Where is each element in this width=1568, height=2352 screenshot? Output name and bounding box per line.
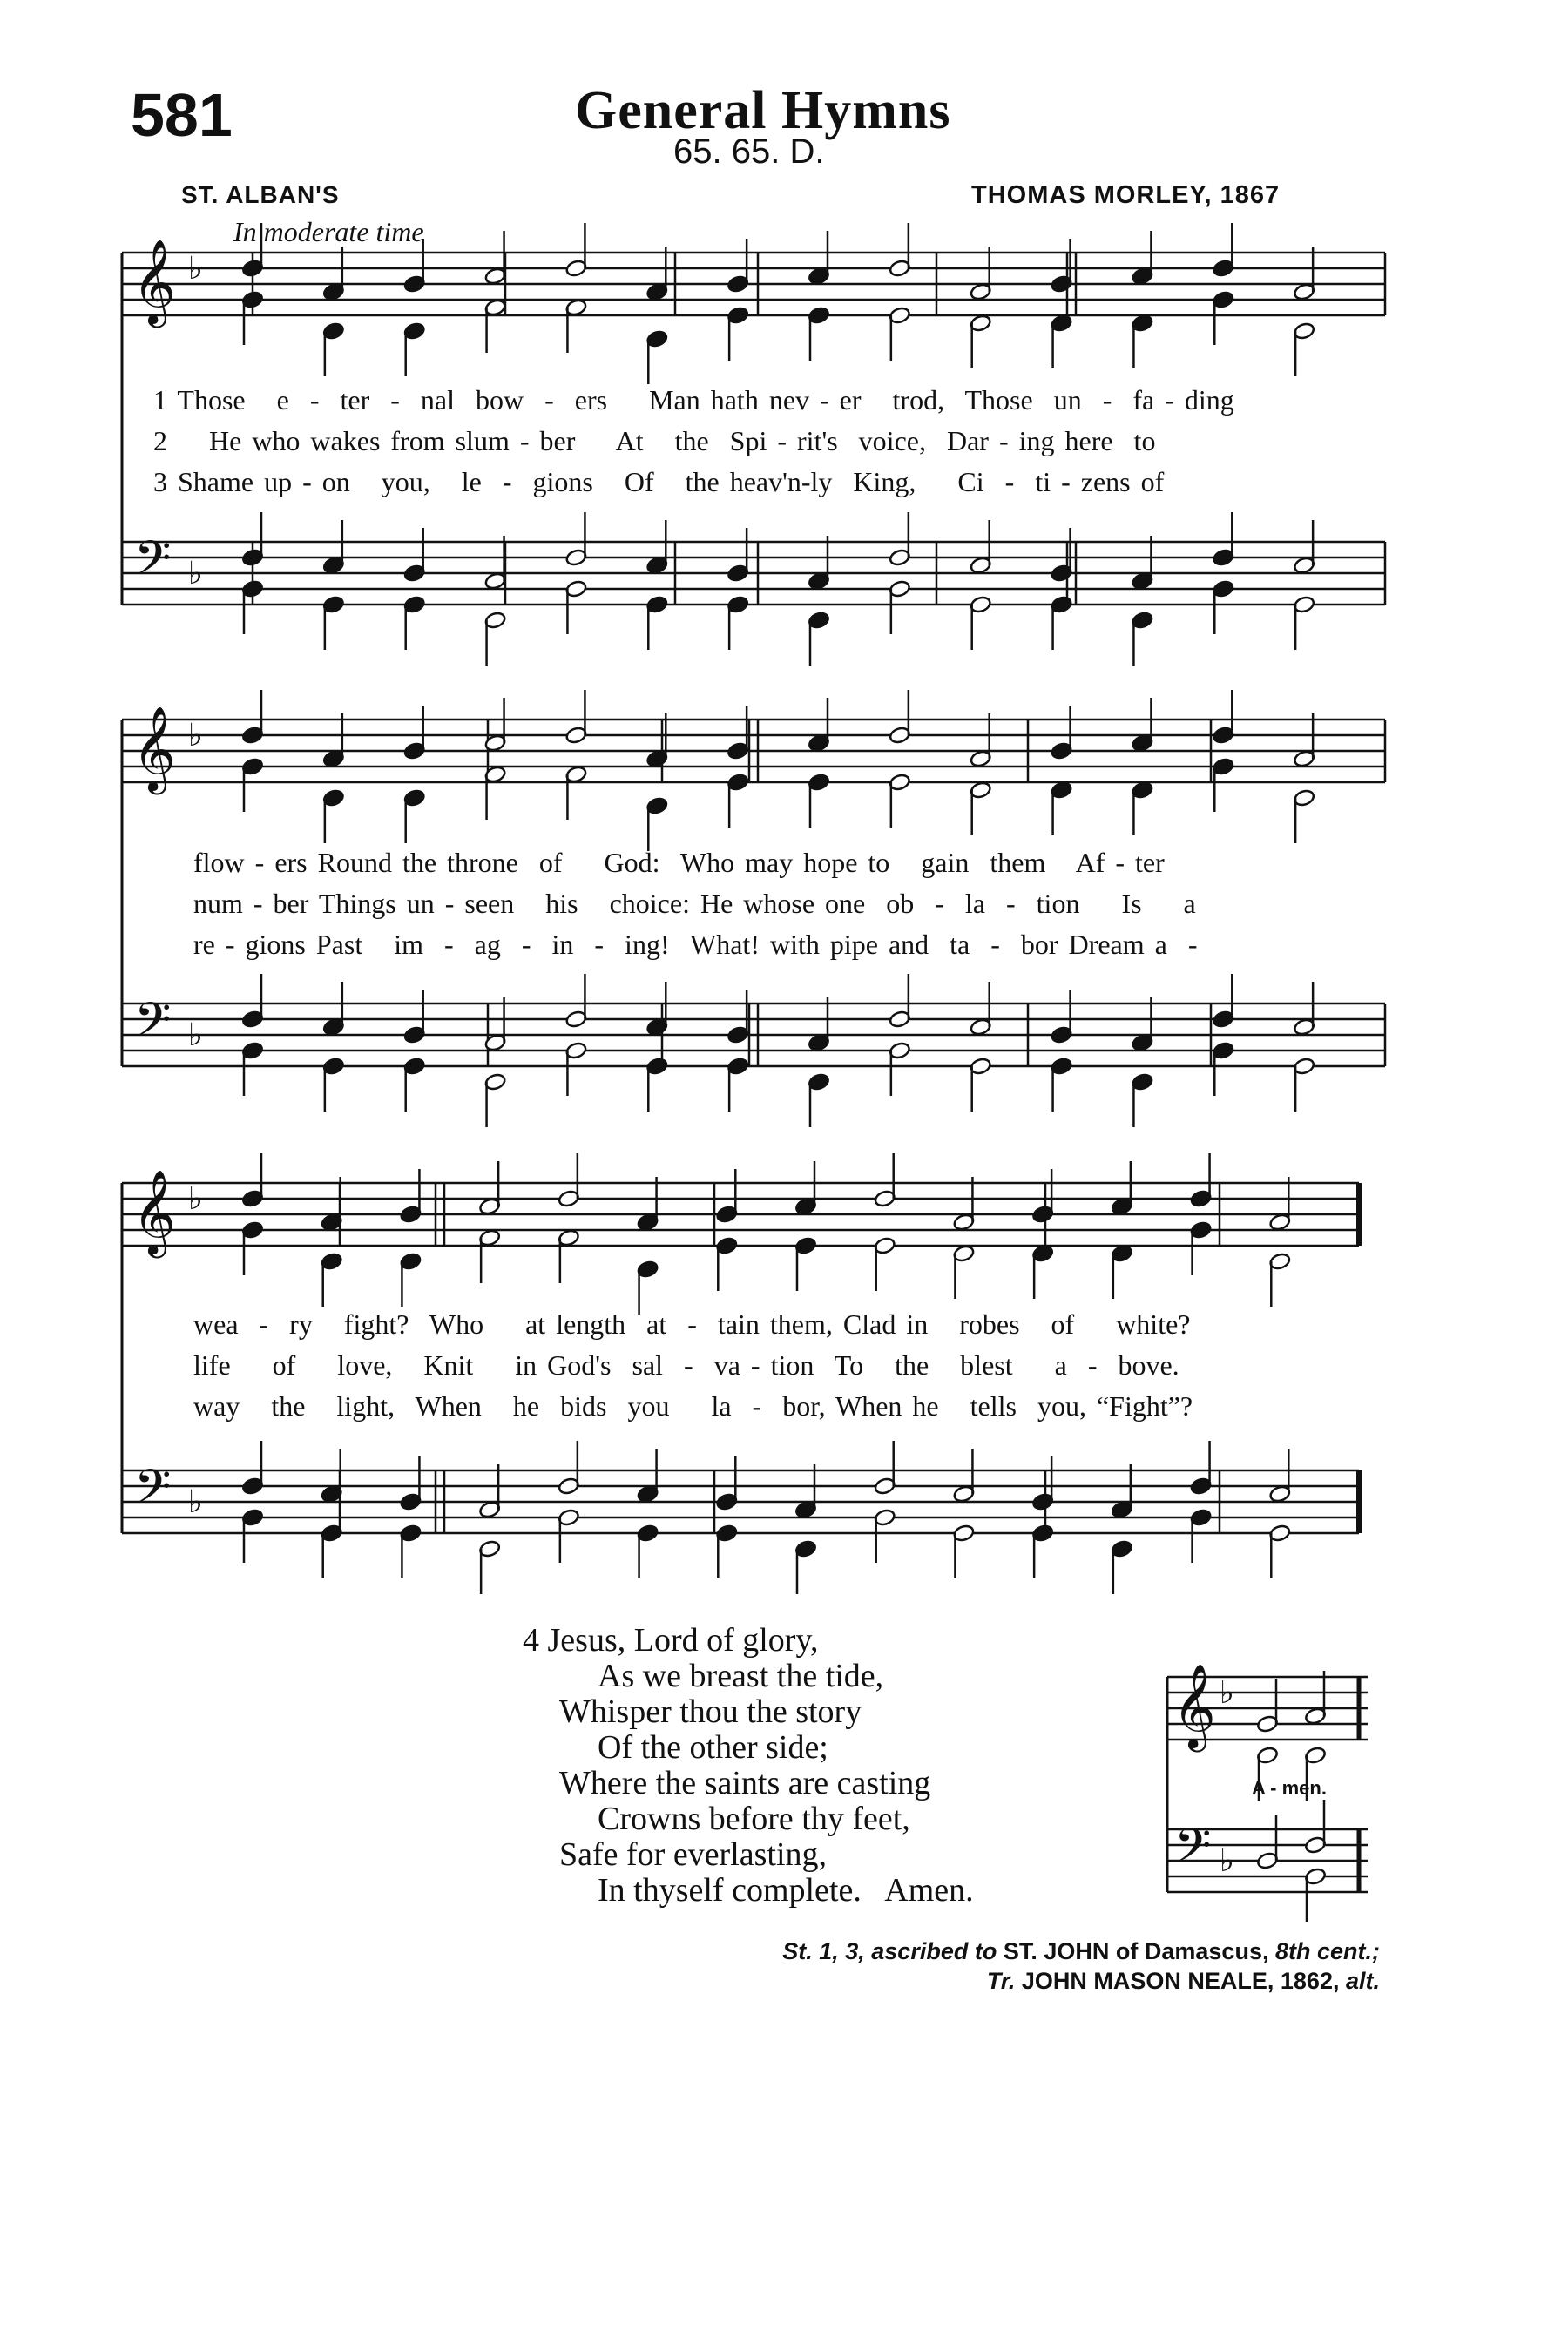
tune-name: ST. ALBAN'S (181, 181, 340, 208)
flat-icon: ♭ (188, 556, 203, 591)
attribution-part: of Damascus, (1115, 1938, 1269, 1964)
flat-icon: ♭ (188, 718, 203, 754)
meter: 65. 65. D. (673, 132, 825, 171)
composer: THOMAS MORLEY, 1867 (971, 181, 1281, 209)
verse-line: Where the saints are casting (559, 1765, 931, 1801)
verse-line: Safe for everlasting, (559, 1836, 828, 1873)
flat-icon: ♭ (188, 251, 203, 287)
flat-icon: ♭ (188, 1181, 203, 1217)
verse-line: Of the other side; (598, 1729, 828, 1766)
lyric-line: life of love, Knit in God's sal - va - tion To the blest a - bove. (193, 1349, 1179, 1381)
attribution-part: alt. (1345, 1968, 1380, 1994)
hymn-number: 581 (131, 81, 233, 149)
tempo-marking: In moderate time (233, 216, 424, 247)
bass-clef-icon: 𝄢 (134, 1459, 172, 1526)
bass-clef-icon: 𝄢 (1174, 1818, 1212, 1885)
attribution-part: St. 1, 3, ascribed to (782, 1938, 997, 1964)
flat-icon: ♭ (188, 1484, 203, 1520)
verse-4 (523, 1623, 974, 1909)
treble-clef-icon: 𝄞 (132, 1169, 176, 1254)
lyric-line: re - gions Past im - ag - in - ing! What! with pipe and ta - bor Dream a - (193, 929, 1198, 960)
section-title: General Hymns (575, 81, 951, 140)
amen-label: A - men. (1252, 1777, 1327, 1799)
attribution-translator: JOHN MASON NEALE, 1862, (1021, 1968, 1340, 1994)
attribution-part: 8th cent.; (1274, 1938, 1380, 1964)
verse-line: 4 Jesus, Lord of glory, (523, 1622, 819, 1659)
lyric-line: 1 Those e - ter - nal bow - ers Man hath nev - er trod, Those un - fa - ding (153, 384, 1234, 416)
verse-line: Crowns before thy feet, (598, 1801, 910, 1837)
attribution-part: Tr. (986, 1968, 1016, 1994)
bass-clef-icon: 𝄢 (134, 992, 172, 1059)
verse-line: Whisper thou the story (559, 1693, 862, 1730)
lyric-line: flow - ers Round the throne of God: Who may hope to gain them Af - ter (193, 847, 1165, 878)
treble-clef-icon: 𝄞 (1173, 1663, 1216, 1748)
flat-icon: ♭ (1220, 1843, 1234, 1879)
treble-clef-icon: 𝄞 (132, 239, 176, 324)
lyric-line: 2 He who wakes from slum - ber At the Spi - rit's voice, Dar - ing here to (153, 425, 1156, 456)
flat-icon: ♭ (1220, 1675, 1234, 1711)
lyric-line: num - ber Things un - seen his choice: He whose one ob - la - tion Is a (193, 888, 1196, 919)
verse-line: In thyself complete. Amen. (598, 1872, 974, 1909)
lyric-line: way the light, When he bids you la - bor, When he tells you, “Fight”? (193, 1390, 1193, 1422)
attribution (782, 1936, 1380, 1996)
bass-clef-icon: 𝄢 (134, 531, 172, 598)
flat-icon: ♭ (188, 1017, 203, 1053)
lyric-line: 3 Shame up - on you, le - gions Of the heav'n-ly King, Ci - ti - zens of (153, 466, 1165, 497)
attribution-author: ST. JOHN (1003, 1938, 1110, 1964)
lyric-line: wea - ry fight? Who at length at - tain them, Clad in robes of white? (193, 1308, 1191, 1340)
verse-line: As we breast the tide, (598, 1658, 884, 1694)
treble-clef-icon: 𝄞 (132, 706, 176, 791)
